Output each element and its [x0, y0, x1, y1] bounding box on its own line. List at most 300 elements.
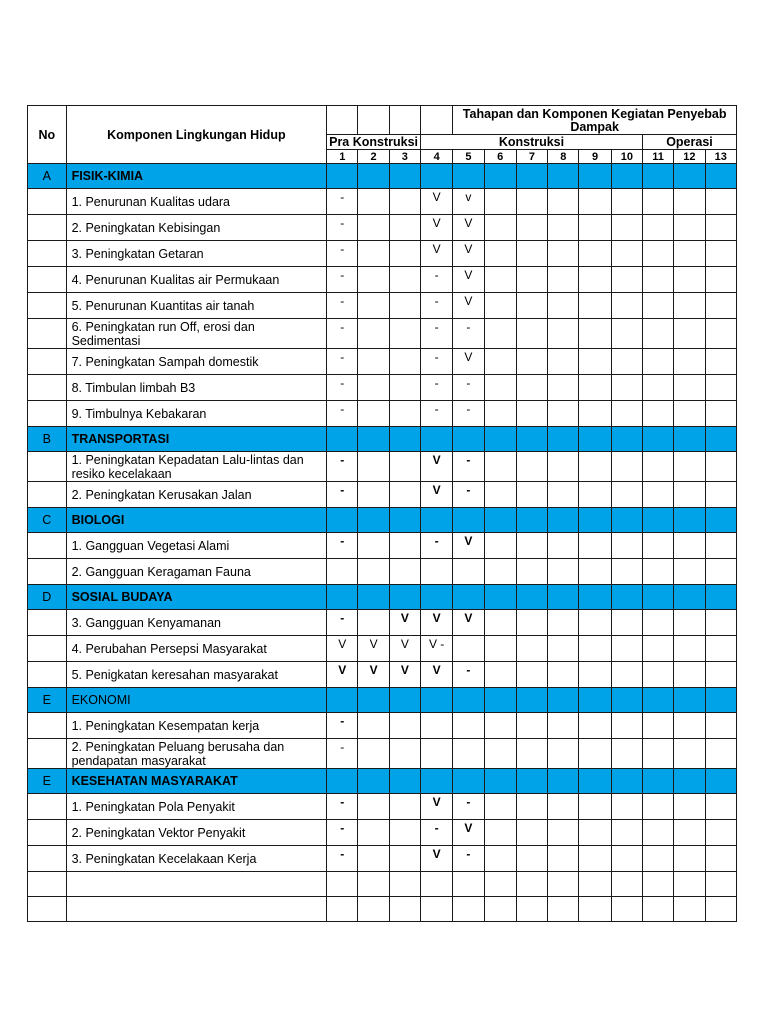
row-number-cell [28, 401, 67, 427]
impact-mark-cell: - [453, 319, 484, 349]
component-name: 1. Gangguan Vegetasi Alami [66, 533, 327, 559]
impact-mark-cell [705, 189, 737, 215]
impact-mark-cell [611, 739, 642, 769]
impact-mark-cell [327, 559, 358, 585]
impact-mark-cell [642, 636, 673, 662]
impact-mark-cell [358, 349, 389, 375]
impact-mark-cell [484, 713, 516, 739]
impact-mark-cell [642, 482, 673, 508]
impact-mark-cell [611, 482, 642, 508]
component-name: 3. Peningkatan Getaran [66, 241, 327, 267]
impact-mark-cell [358, 846, 389, 872]
impact-mark-cell [674, 636, 705, 662]
impact-mark-cell [516, 559, 547, 585]
impact-mark-cell [548, 610, 579, 636]
header-stage-number: 2 [358, 150, 389, 164]
impact-mark-cell [674, 610, 705, 636]
row-number-cell [28, 794, 67, 820]
section-letter: C [28, 508, 67, 533]
section-blank-cell [453, 508, 484, 533]
impact-mark-cell [642, 241, 673, 267]
header-blank-cell [420, 106, 452, 135]
impact-mark-cell [611, 189, 642, 215]
header-stage-number: 6 [484, 150, 516, 164]
impact-mark-cell [358, 189, 389, 215]
section-blank-cell [642, 508, 673, 533]
impact-mark-cell [548, 636, 579, 662]
section-blank-cell [642, 688, 673, 713]
impact-mark-cell [358, 794, 389, 820]
impact-mark-cell [674, 559, 705, 585]
empty-cell [327, 872, 358, 897]
impact-mark-cell [484, 636, 516, 662]
impact-mark-cell [516, 820, 547, 846]
section-blank-cell [516, 585, 547, 610]
section-blank-cell [642, 769, 673, 794]
header-stage-number: 11 [642, 150, 673, 164]
impact-mark-cell: V [358, 662, 389, 688]
impact-mark-cell: V [389, 662, 420, 688]
impact-mark-cell [579, 293, 611, 319]
section-blank-cell [358, 427, 389, 452]
impact-mark-cell [705, 739, 737, 769]
impact-mark-cell [389, 375, 420, 401]
impact-mark-cell [484, 794, 516, 820]
component-row [28, 215, 737, 241]
component-name: 2. Peningkatan Kebisingan [66, 215, 327, 241]
impact-mark-cell [548, 241, 579, 267]
impact-mark-cell: - [327, 846, 358, 872]
impact-mark-cell [579, 610, 611, 636]
impact-mark-cell: - [327, 820, 358, 846]
impact-mark-cell: V [453, 241, 484, 267]
impact-mark-cell [642, 452, 673, 482]
impact-mark-cell [674, 452, 705, 482]
impact-mark-cell [389, 846, 420, 872]
component-name: 9. Timbulnya Kebakaran [66, 401, 327, 427]
row-number-cell [28, 349, 67, 375]
section-blank-cell [516, 688, 547, 713]
impact-mark-cell [484, 241, 516, 267]
impact-mark-cell [579, 267, 611, 293]
section-blank-cell [389, 769, 420, 794]
impact-mark-cell [484, 452, 516, 482]
component-name: 1. Peningkatan Pola Penyakit [66, 794, 327, 820]
section-blank-cell [420, 585, 452, 610]
impact-mark-cell [389, 713, 420, 739]
row-number-cell [28, 662, 67, 688]
impact-mark-cell [484, 662, 516, 688]
section-blank-cell [674, 585, 705, 610]
impact-mark-cell [579, 349, 611, 375]
impact-mark-cell: V [453, 267, 484, 293]
impact-mark-cell [516, 401, 547, 427]
empty-cell [484, 872, 516, 897]
impact-mark-cell [548, 215, 579, 241]
impact-mark-cell: V [453, 293, 484, 319]
impact-mark-cell [674, 533, 705, 559]
impact-mark-cell [516, 215, 547, 241]
impact-mark-cell [484, 820, 516, 846]
impact-mark-cell [579, 375, 611, 401]
section-blank-cell [642, 164, 673, 189]
component-name: 5. Penigkatan keresahan masyarakat [66, 662, 327, 688]
section-blank-cell [579, 427, 611, 452]
empty-cell [358, 872, 389, 897]
impact-mark-cell: V - [420, 636, 452, 662]
impact-mark-cell [705, 293, 737, 319]
header-operasi: Operasi [642, 135, 736, 150]
impact-mark-cell [674, 820, 705, 846]
impact-mark-cell [516, 482, 547, 508]
section-blank-cell [674, 688, 705, 713]
header-stage-number: 13 [705, 150, 737, 164]
impact-mark-cell [389, 349, 420, 375]
section-blank-cell [516, 427, 547, 452]
impact-mark-cell: V [389, 636, 420, 662]
section-blank-cell [548, 508, 579, 533]
impact-mark-cell [642, 739, 673, 769]
section-blank-cell [611, 585, 642, 610]
empty-cell [420, 897, 452, 922]
section-blank-cell [611, 769, 642, 794]
section-blank-cell [420, 508, 452, 533]
empty-cell [642, 872, 673, 897]
impact-mark-cell [579, 739, 611, 769]
impact-mark-cell [579, 636, 611, 662]
impact-mark-cell: - [453, 794, 484, 820]
header-konstruksi: Konstruksi [420, 135, 642, 150]
impact-mark-cell [453, 713, 484, 739]
impact-mark-cell: - [327, 293, 358, 319]
impact-mark-cell [579, 482, 611, 508]
row-number-cell [28, 241, 67, 267]
impact-mark-cell [579, 189, 611, 215]
impact-mark-cell [358, 375, 389, 401]
empty-cell [327, 897, 358, 922]
impact-mark-cell [358, 713, 389, 739]
impact-mark-cell [579, 846, 611, 872]
component-row [28, 241, 737, 267]
empty-cell [548, 897, 579, 922]
impact-mark-cell [420, 559, 452, 585]
component-row [28, 375, 737, 401]
impact-mark-cell: - [327, 267, 358, 293]
section-blank-cell [358, 164, 389, 189]
impact-mark-cell [389, 215, 420, 241]
section-blank-cell [516, 164, 547, 189]
row-number-cell [28, 636, 67, 662]
impact-mark-cell [358, 267, 389, 293]
component-name: 2. Gangguan Keragaman Fauna [66, 559, 327, 585]
impact-mark-cell [516, 241, 547, 267]
section-blank-cell [705, 585, 737, 610]
component-name: 4. Perubahan Persepsi Masyarakat [66, 636, 327, 662]
row-number-cell [28, 559, 67, 585]
header-stage-number: 7 [516, 150, 547, 164]
impact-mark-cell [674, 713, 705, 739]
section-letter: E [28, 688, 67, 713]
impact-mark-cell [611, 846, 642, 872]
impact-mark-cell: - [327, 739, 358, 769]
section-title: BIOLOGI [66, 508, 327, 533]
impact-mark-cell: - [420, 319, 452, 349]
section-title: EKONOMI [66, 688, 327, 713]
component-name: 1. Peningkatan Kepadatan Lalu-lintas dan resiko kecelakaan [66, 452, 327, 482]
impact-mark-cell [674, 215, 705, 241]
row-number-cell [28, 739, 67, 769]
impact-mark-cell: V [420, 610, 452, 636]
component-name: 2. Peningkatan Vektor Penyakit [66, 820, 327, 846]
impact-mark-cell [642, 401, 673, 427]
impact-mark-cell: - [420, 820, 452, 846]
impact-mark-cell [642, 349, 673, 375]
impact-mark-cell: - [327, 794, 358, 820]
section-blank-cell [453, 769, 484, 794]
impact-mark-cell: V [358, 636, 389, 662]
impact-mark-cell: V [327, 636, 358, 662]
impact-mark-cell [611, 241, 642, 267]
impact-mark-cell [548, 846, 579, 872]
impact-mark-cell: V [420, 662, 452, 688]
impact-mark-cell [579, 662, 611, 688]
impact-mark-cell [358, 610, 389, 636]
impact-mark-cell [642, 794, 673, 820]
section-row [28, 688, 737, 713]
impact-mark-cell: - [327, 533, 358, 559]
section-blank-cell [389, 164, 420, 189]
impact-mark-cell [389, 189, 420, 215]
impact-mark-cell [548, 482, 579, 508]
component-row [28, 533, 737, 559]
impact-mark-cell [705, 636, 737, 662]
empty-cell [705, 897, 737, 922]
impact-mark-cell [674, 349, 705, 375]
empty-cell [674, 872, 705, 897]
section-blank-cell [389, 688, 420, 713]
impact-mark-cell [358, 319, 389, 349]
component-row [28, 820, 737, 846]
impact-mark-cell: v [453, 189, 484, 215]
impact-mark-cell [484, 533, 516, 559]
impact-mark-cell [389, 559, 420, 585]
header-komponen: Komponen Lingkungan Hidup [66, 106, 327, 164]
section-blank-cell [705, 769, 737, 794]
section-title: TRANSPORTASI [66, 427, 327, 452]
impact-mark-cell [611, 662, 642, 688]
component-name: 4. Penurunan Kualitas air Permukaan [66, 267, 327, 293]
header-blank-cell [389, 106, 420, 135]
empty-cell [674, 897, 705, 922]
impact-mark-cell [358, 241, 389, 267]
row-number-cell [28, 482, 67, 508]
impact-mark-cell [548, 713, 579, 739]
impact-mark-cell [705, 215, 737, 241]
empty-cell [516, 872, 547, 897]
empty-cell [28, 872, 67, 897]
section-blank-cell [327, 164, 358, 189]
impact-mark-cell: - [327, 482, 358, 508]
section-blank-cell [516, 769, 547, 794]
row-number-cell [28, 452, 67, 482]
section-blank-cell [705, 164, 737, 189]
component-name: 8. Timbulan limbah B3 [66, 375, 327, 401]
impact-mark-cell [611, 533, 642, 559]
section-blank-cell [484, 769, 516, 794]
header-pra-konstruksi: Pra Konstruksi [327, 135, 421, 150]
section-blank-cell [327, 427, 358, 452]
impact-mark-cell [484, 349, 516, 375]
impact-mark-cell [484, 375, 516, 401]
component-row [28, 846, 737, 872]
section-blank-cell [484, 164, 516, 189]
impact-mark-cell [705, 662, 737, 688]
impact-mark-cell: V [453, 533, 484, 559]
row-number-cell [28, 846, 67, 872]
header-stage-number: 3 [389, 150, 420, 164]
impact-mark-cell: - [327, 452, 358, 482]
component-row [28, 293, 737, 319]
component-name: 1. Peningkatan Kesempatan kerja [66, 713, 327, 739]
impact-mark-cell [548, 452, 579, 482]
section-blank-cell [453, 688, 484, 713]
impact-mark-cell [611, 820, 642, 846]
impact-mark-cell [484, 610, 516, 636]
impact-mark-cell [516, 319, 547, 349]
impact-mark-cell [611, 559, 642, 585]
impact-mark-cell [358, 739, 389, 769]
section-blank-cell [674, 164, 705, 189]
empty-cell [389, 872, 420, 897]
impact-mark-cell [358, 401, 389, 427]
empty-cell [420, 872, 452, 897]
impact-mark-cell [548, 820, 579, 846]
impact-mark-cell [389, 401, 420, 427]
impact-mark-cell: V [389, 610, 420, 636]
impact-mark-cell [705, 401, 737, 427]
impact-mark-cell: - [327, 401, 358, 427]
impact-mark-cell: V [453, 349, 484, 375]
section-row [28, 164, 737, 189]
impact-mark-cell: V [327, 662, 358, 688]
component-row [28, 610, 737, 636]
section-blank-cell [579, 164, 611, 189]
impact-mark-cell [611, 401, 642, 427]
empty-cell [548, 872, 579, 897]
empty-cell [484, 897, 516, 922]
row-number-cell [28, 713, 67, 739]
component-name: 2. Peningkatan Peluang berusaha dan pendapatan masyarakat [66, 739, 327, 769]
impact-mark-cell [548, 794, 579, 820]
impact-mark-cell [705, 241, 737, 267]
impact-mark-cell: - [327, 319, 358, 349]
impact-mark-cell [579, 559, 611, 585]
impact-mark-cell [358, 533, 389, 559]
row-number-cell [28, 533, 67, 559]
impact-mark-cell [516, 452, 547, 482]
impact-mark-cell [705, 375, 737, 401]
section-row [28, 508, 737, 533]
empty-row [28, 872, 737, 897]
impact-mark-cell [548, 293, 579, 319]
impact-mark-cell [674, 662, 705, 688]
section-title: FISIK-KIMIA [66, 164, 327, 189]
impact-mark-cell: - [327, 215, 358, 241]
section-blank-cell [548, 688, 579, 713]
impact-mark-cell [516, 349, 547, 375]
component-row [28, 189, 737, 215]
impact-mark-cell [611, 293, 642, 319]
section-letter: A [28, 164, 67, 189]
impact-mark-cell [705, 713, 737, 739]
impact-mark-cell [548, 375, 579, 401]
section-blank-cell [611, 508, 642, 533]
impact-mark-cell [548, 662, 579, 688]
impact-mark-cell [674, 241, 705, 267]
impact-mark-cell [484, 319, 516, 349]
impact-mark-cell [705, 559, 737, 585]
empty-cell [28, 897, 67, 922]
section-blank-cell [327, 508, 358, 533]
impact-mark-cell [358, 559, 389, 585]
impact-mark-cell [548, 189, 579, 215]
section-blank-cell [674, 508, 705, 533]
impact-mark-cell [611, 267, 642, 293]
section-row [28, 427, 737, 452]
impact-mark-cell: - [420, 293, 452, 319]
row-number-cell [28, 215, 67, 241]
empty-cell [358, 897, 389, 922]
impact-mark-cell: V [420, 846, 452, 872]
impact-mark-cell [453, 636, 484, 662]
impact-mark-cell [674, 482, 705, 508]
impact-mark-cell [516, 267, 547, 293]
impact-mark-cell: - [327, 189, 358, 215]
section-row [28, 769, 737, 794]
impact-mark-cell [642, 559, 673, 585]
impact-mark-cell [611, 215, 642, 241]
section-blank-cell [705, 427, 737, 452]
impact-mark-cell [705, 610, 737, 636]
impact-mark-cell [389, 241, 420, 267]
component-row [28, 559, 737, 585]
section-blank-cell [453, 585, 484, 610]
component-name: 6. Peningkatan run Off, erosi dan Sedimentasi [66, 319, 327, 349]
component-row [28, 794, 737, 820]
section-blank-cell [453, 427, 484, 452]
header-tahapan: Tahapan dan Komponen Kegiatan Penyebab Dampak [453, 106, 737, 135]
section-title: KESEHATAN MASYARAKAT [66, 769, 327, 794]
impact-mark-cell [389, 319, 420, 349]
header-blank-cell [358, 106, 389, 135]
impact-mark-cell [674, 189, 705, 215]
impact-mark-cell: - [327, 375, 358, 401]
empty-cell [453, 872, 484, 897]
row-number-cell [28, 293, 67, 319]
component-name: 5. Penurunan Kuantitas air tanah [66, 293, 327, 319]
section-letter: D [28, 585, 67, 610]
impact-mark-cell [516, 662, 547, 688]
impact-mark-cell [611, 349, 642, 375]
section-blank-cell [484, 688, 516, 713]
component-row [28, 349, 737, 375]
impact-mark-cell [579, 820, 611, 846]
impact-mark-cell: - [420, 375, 452, 401]
impact-mark-cell [642, 662, 673, 688]
component-row [28, 452, 737, 482]
header-blank-cell [327, 106, 358, 135]
impact-mark-cell [642, 189, 673, 215]
